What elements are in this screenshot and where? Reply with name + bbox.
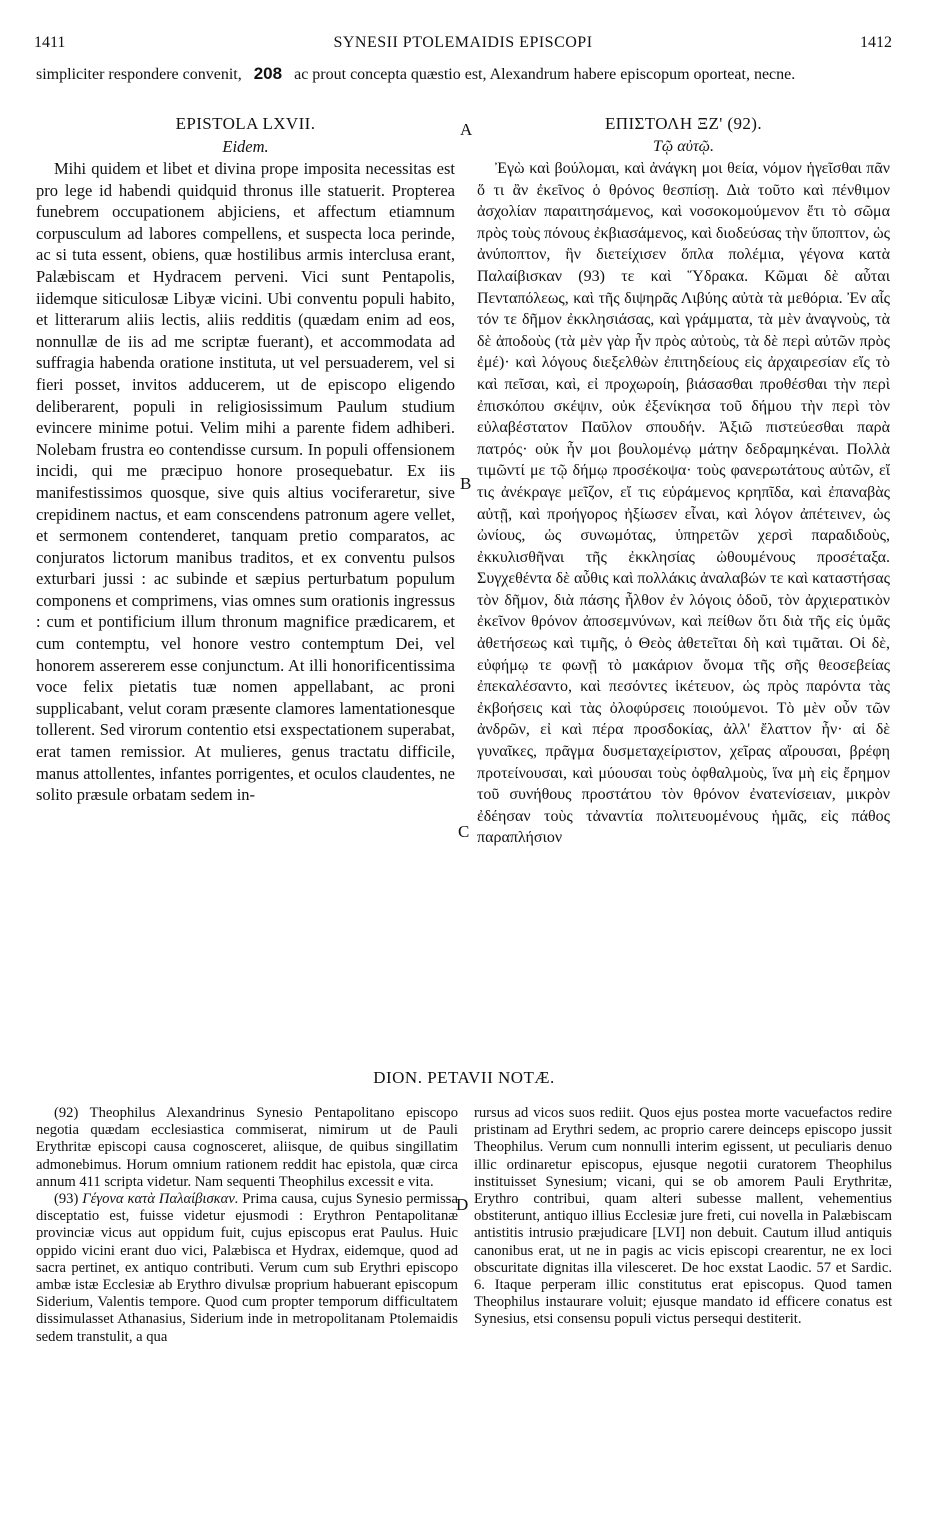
notes-right-column (474, 1105, 892, 1329)
note-93 (36, 1191, 458, 1346)
latin-column (36, 112, 455, 806)
page-number-right: 1412 (860, 34, 892, 51)
greek-column (477, 112, 890, 849)
latin-epistle-title: EPISTOLA LXVII. (175, 114, 316, 133)
notes-title: DION. PETAVII NOTÆ. (373, 1068, 555, 1087)
intro-text-before: simpliciter respondere convenit, (36, 66, 242, 83)
margin-letter-b: B (460, 474, 472, 493)
note-93-label: (93) (54, 1191, 79, 1208)
margin-letter-a: A (460, 120, 473, 139)
greek-epistle-body: Ἐγὼ καὶ βούλομαι, καὶ ἀνάγκη μοι θεία, νόμον ἡγεῖσθαι πᾶν ὅ τι ἂν ἐκεῖνος ὁ θρόνος θεσπίσῃ. Διὰ τοῦτο καὶ πένθιμον ἀσχολίαν παραιτησάμενος, καὶ νοσοκομούμενον ἔτι τὸ σῶμα πρὸς τοὺς πόνους ἐκβιασάμενος, καὶ διοδεύσας τὴν ὕποπτον, ὡς ἀνύποπτον, ἣν διετείχισεν ὅπλα πολέμια, γέγονα κατὰ Παλαίβισκαν (93) τε καὶ Ὕδρακα. Κῶμαι δὲ αὗται Πενταπόλεως, καὶ τῆς διψηρᾶς Λιβύης αὐτὰ τὰ μεθόρια. Ἐν αἷς τόν τε δῆμον ἐκκλησιάσας, καὶ γράμματα, τὰ μὲν ἀναγνοὺς, τὰ δὲ ἀποδοὺς (τὰ μὲν γὰρ ἦν πρὸς αὐτοὺς, τὰ δὲ περὶ αὐτῶν πρὸς ἐμέ)· καὶ λόγους διεξελθὼν ἐπιτηδείους εἰς ἀρχαιρεσίαν εἴς τὸ καὶ πεῖσαι, καὶ, εἰ προχωροίη, βιάσασθαι προθέσθαι τὴν περὶ ἐπισκόπου σκέψιν, οὐκ ἐξενίκησα τοῦ δήμου τὴν περὶ τὸν εὐλαβέστατον Παῦλον σπουδήν. Ἀξιῶ πιστεύεσθαι παρὰ πατρός· οὐκ ἦν μοι βουλομένῳ μάτην δεδραμηκέναι. Πολλὰ τιμῶντί με τῷ δήμῳ προσέκοψα· τοὺς φανερωτάτους αὐτῶν, εἴ τις ἀνέκραγε μεῖζον, εἴ τις εὑράμενος κρηπῖδα, καὶ ἐπαναβὰς αὐτῇ, καὶ προήγορος ἠξίωσεν εἶναι, καὶ λόγον ἀπέτεινεν, ὡς ὠνίους, ὡς συνωμότας, ὑπηρετῶν χερσὶ παραδιδοὺς, ἐκκυλισθῆναι τῆς ἐκκλησίας ὠθουμένους προσέταξα. Συγχεθέντα δὲ αὖθις καὶ πολλάκις ἀναλαβών τε καὶ καταστήσας τὸν δῆμον, διὰ πάσης ἦλθον ἐν λόγοις ὁδοῦ, τὸν ἀρχιερατικὸν ἐκεῖνον θρόνον ἀποσεμνύνων, καὶ πείθων ὅτι διὰ τῆς εἰς ὑμᾶς ἀθετήσεως καὶ τιμῆς, ὁ Θεὸς ἀθετεῖται δὴ καὶ τιμᾶται. Οἱ δὲ, εὐφήμῳ τε φωνῇ τὸ μακάριον ὄνομα τῆς σῆς θεοσεβείας ἐπεκαλέσαντο, καὶ πεσόντες ἱκέτευον, ὡς πρὸς παρόντα τὰς ἐκβοήσεις καὶ τὰς ὀλοφύρσεις ποιούμενοι. Τὸ μὲν οὖν τῶν ἀνδρῶν, εἰ καὶ πέρα προσδοκίας, ἀλλ' ἔλαττον ἦν· αἱ δὲ γυναῖκες, πρᾶγμα δυσμεταχείριστον, χεῖρας αἴρουσαι, βρέφη προτείνουσαι, καὶ μύουσαι τοὺς ὀφθαλμοὺς, ἵνα μὴ εἰς ἔρημον τοῦ συνήθους προστάτου τὸν θρόνον ἐνατενίσειαν, μικρὸν ἐδέησαν τοὺς τἀναντία πολιτευομένους ἡμᾶς, εἰς πάθος παραπλήσιον (477, 160, 890, 847)
note-92: (92) Theophilus Alexandrinus Synesio Pentapolitano episcopo negotia quædam ecclesiastica commiserat, nimirum ut de Pauli Erythritæ episcopi causa cognosceret, aliisque, de quibus singillatim admonebimus. Horum omnium rationem reddit hac epistola, quæ circa annum 411 scripta videtur. Nam sequenti Theophilus excessit e vita. (36, 1105, 458, 1190)
note-93-lemma: Γέγονα κατὰ Παλαίβισκαν. (82, 1191, 239, 1208)
margin-letter-d: D (456, 1195, 469, 1214)
greek-epistle-subtitle: Τῷ αὐτῷ. (653, 138, 714, 155)
latin-epistle-body: Mihi quidem et libet et divina prope imposita necessitas est pro lege id habendi quidquid thronus ille statuerit. Propterea funebrem occupationem abjiciens, et affectum etiamnum corpusculum ad labores compellens, et suspecta loca perinde, ac si tuta essent, obiens, quæ hostilibus armis interclusa erant, Palæbiscam et Hydracem perveni. Vici sunt Pentapolis, iidemque siticulosæ Libyæ vicini. Ubi conventu populi habito, et litterarum aliis lectis, aliis redditis (quædam enim ad eos, nonnullæ de iis ad me scriptæ fuerant), et accommodata ad suffragia habenda oratione instituta, ut vel persuaderem, vel si fieri posset, invitos adducerem, ut de episcopo eligendo deliberarent, populi in religiosissimum Paulum studium evincere minime potui. Velim mihi a parente fidem adhiberi. Nolebam frustra eo contendisse cursum. In populi offensionem incidi, qui me præcipuo honore prosequebatur. Ex iis manifestissimos quosque, sive quis altius vociferaretur, sive crepidinem nactus, et eam conscendens patronum agere vellet, et sermonem contenderet, tanquam pretio comparatos, ac conjuratos lictorum manibus traditos, et ex conventu pulsos exturbari jussi : ac subinde et sæpius perturbatum populum componens et comprimens, vias omnes sum orationis ingressus : cum et pontificium illum thronum magnifice prædicarem, et cum contemptu, vel honore vestro contemptum Dei, vel honorem assererem esse conjunctum. At illi honorificentissima voce felix pietatis tuæ nomen appellabant, ac proni supplicabant, velut coram præsente clamores lamentationesque tollerent. Sed virorum contentio etsi exspectationem superabat, erat tamen remissior. At mulieres, genus tractatu difficile, manus attollentes, infantes porrigentes, et oculos claudentes, ne solito præsule orbatam sedem in- (36, 159, 455, 805)
page-header (34, 34, 892, 56)
column-number: 208 (253, 64, 283, 83)
intro-line (36, 63, 892, 86)
notes-left-column (36, 1105, 458, 1346)
margin-letter-c: C (458, 822, 470, 841)
running-head: SYNESII PTOLEMAIDIS EPISCOPI (333, 34, 593, 51)
greek-epistle-title: ΕΠΙΣΤΟΛΗ ΞΖ' (92). (604, 114, 762, 133)
note-93-continuation: rursus ad vicos suos rediit. Quos ejus postea morte vacuefactos redire pristinam ad Erythri sedem, ac proprio carere deinceps episcopo jussit Theophilus. Verum cum nonnulli interim egissent, ut peculiaris denuo illic ordinaretur episcopus, ejusque negotii curatorem Theophilus instituisset Synesium; vicani, qui se ob amorem Pauli Erythritæ, Erythro contribui, quam alteri subesse mallent, vehementius obstiterunt, antiquo illius Ecclesiæ jure freti, cui novella in Palæbiscam antistitis intrusio præjudicare [LVI] non debuit. Cautum illud antiquis canonibus erat, ut ne in pagis ac vicis episcopi crearentur, ne ex loci obscuritate dignitas illa vilesceret. De hoc exstat Laodic. 57 et Sardic. 6. Itaque perperam illic constitutus erat episcopus. Quod tamen Theophilus instaurare voluit; ejusque mandato id efficere conatus est Synesius, etsi consensu populi victus persequi destiterit. (474, 1105, 892, 1328)
note-93-body: Prima causa, cujus Synesio permissa disceptatio est, fuisse videtur ejusmodi : Erythron Pentapolitanæ provinciæ vicus aut oppidum fuit, cujus episcopus erat Paulus. Huic oppido vicini erant duo vici, Palæbisca et Hydrax, eidemque, quod ad sacra pertinet, ex antiquo contributi. Verum cum sub Erythri episcopo ambæ istæ Ecclesiæ ab Erythro divulsæ proprium habuerant episcopum Siderium, Valentis tempore. Quod cum propter temporum difficultatem dissimulasset Athanasius, Siderium inde in metropolitanam Ptolemaidis sedem transtulit, a qua (36, 1191, 458, 1345)
latin-epistle-subtitle: Eidem. (222, 137, 269, 156)
page-number-left: 1411 (34, 34, 66, 51)
intro-text-after: ac prout concepta quæstio est, Alexandrum habere episcopum oporteat, necne. (294, 66, 796, 83)
